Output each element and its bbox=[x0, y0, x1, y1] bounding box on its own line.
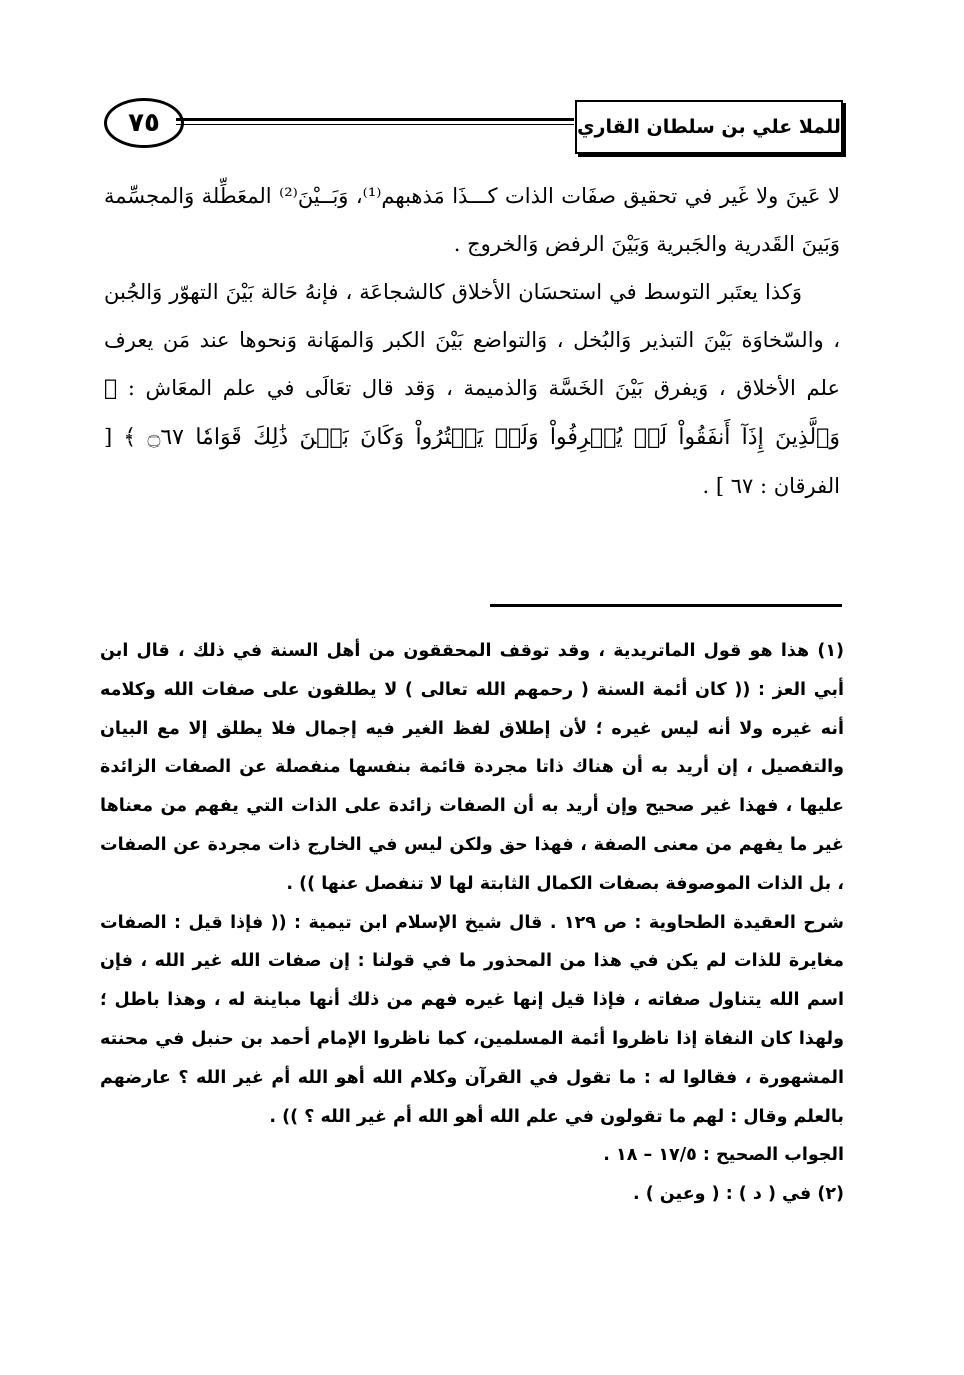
footnote-2-number: (٢) bbox=[817, 1184, 844, 1205]
page-number: ٧٥ bbox=[104, 98, 184, 148]
footnotes bbox=[100, 632, 844, 1214]
footnote-separator bbox=[490, 604, 842, 607]
quran-ayah: ﴿ وَٱلَّذِينَ إِذَآ أَنفَقُواْ لَمۡ يُسۡرِفُواْ وَلَمۡ يَقۡتُرُواْ وَكَانَ بَيۡنَ ذَٰلِكَ قَوَامٗا ۝٦٧ ﴾ bbox=[104, 376, 840, 450]
footnote-2-text: في ( د ) : ( وعين ) . bbox=[632, 1184, 812, 1205]
footnote-2 bbox=[100, 1175, 844, 1214]
footnote-1-number: (١) bbox=[817, 641, 845, 661]
header-rule bbox=[176, 118, 574, 121]
paragraph-1: لا عَينَ ولا غَير في تحقيق صفَات الذات كـــذَا مَذهبهم⁽¹⁾، وَبَــيْنَ⁽²⁾ المعَطِّلة وَالمجسِّمة وَبَينَ القَدرية والجَبرية وَبَيْنَ الرفض وَالخروج . bbox=[104, 184, 840, 256]
paragraph-2-text: وَكذا يعتَبر التوسط في استحسَان الأخلاق كالشجاعَة ، فإنهُ حَالة بَيْنَ التهوّر وَالجُبن ، والسّخاوَة بَيْنَ التبذير وَالبُخل ، وَالتواضع بَيْنَ الكبر وَالمهَانة وَنحوها عند مَن يعرف علم الأخلاق ، وَيفرق بَيْنَ الخَسَّة وَالذميمة ، وَقد قال تعَالَى في علم المعَاش : bbox=[104, 280, 840, 400]
footnote-1-text: هذا هو قول الماتريدية ، وقد توقف المحققون من أهل السنة في ذلك ، قال ابن أبي العز : (( كان أئمة السنة ( رحمهم الله تعالى ) لا يطلقون على صفات الله وكلامه أنه غيره ولا أنه ليس غيره ؛ لأن إطلاق لفظ الغير فيه إجمال فلا يطلق إلا مع البيان والتفصيل ، إن أريد به أن هناك ذاتا مجردة قائمة بنفسها منفصلة عن الصفات الزائدة عليها ، فهذا غير صحيح وإن أريد به أن الصفات زائدة على الذات التي يفهم من معناها غير ما يفهم من معنى الصفة ، فهذا حق ولكن ليس في الخارج ذات مجردة عن الصفات ، بل الذات الموصوفة بصفات الكمال الثابتة لها لا تنفصل عنها )) . bbox=[100, 641, 844, 894]
ayah-citation: [ الفرقان : ٦٧ ] . bbox=[104, 425, 840, 498]
main-text bbox=[104, 172, 840, 510]
running-title: للملا علي بن سلطان القاري bbox=[575, 100, 843, 154]
footnote-1-source-1: شرح العقيدة الطحاوية : ص ١٢٩ . قال شيخ الإسلام ابن تيمية : (( فإذا قيل : الصفات مغايرة للذات لم يكن في هذا من المحذور ما في قولنا : إن صفات الله غير الله ، فإن اسم الله يتناول صفاته ، فإذا قيل إنها غيره فهم من ذلك أنها مباينة له ، وهذا باطل ؛ ولهذا كان النفاة إذا ناظروا أئمة المسلمين، كما ناظروا الإمام أحمد بن حنبل في محنته المشهورة ، فقالوا له : ما تقول في القرآن وكلام الله أهو الله أم غير الله ؟ عارضهم بالعلم وقال : لهم ما تقولون في علم الله أهو الله أم غير الله ؟ )) . bbox=[100, 912, 844, 1127]
paragraph-2 bbox=[104, 268, 840, 510]
footnote-1-source-2: الجواب الصحيح : ١٧/٥ – ١٨ . bbox=[603, 1145, 844, 1166]
header-rule-thin bbox=[176, 124, 574, 125]
footnote-1 bbox=[100, 632, 844, 904]
